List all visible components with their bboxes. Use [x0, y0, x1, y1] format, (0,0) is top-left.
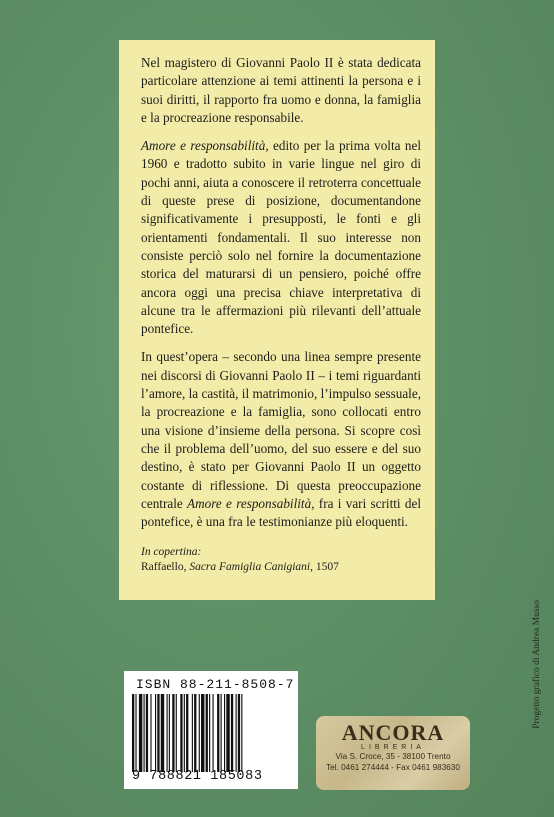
barcode-icon: [130, 694, 290, 772]
barcode-bar: [231, 694, 233, 772]
ean-digits: 9 788821 185083: [132, 769, 263, 784]
bookshop-subtitle: LIBRERIA: [361, 744, 425, 751]
barcode-bar: [201, 694, 204, 772]
barcode-bar: [186, 694, 188, 772]
barcode-bar: [176, 694, 177, 772]
design-credit: Progetto grafico di Andrea Musso: [532, 600, 542, 729]
bookshop-logo: ANCORA: [341, 720, 445, 745]
caption-work: Sacra Famiglia Canigiani: [189, 561, 311, 574]
barcode-bar: [209, 694, 210, 772]
barcode-bar: [161, 694, 164, 772]
barcode-bar: [238, 694, 240, 772]
barcode-bar: [226, 694, 229, 772]
paragraph-3: In quest’opera – secondo una linea sempre presente nei discorsi di Giovanni Paolo II – i temi riguardanti l’amore, la castità, il matrimonio, l’impulso sessuale, la procreazione e la famiglia, sono collocati entro una visione d’insieme della persona. Si scopre così che il problema dell’uomo, del suo essere e del suo destino, è stato per Giovanni Paolo II un oggetto costante di riflessione. Di questa preoccupazione centrale Amore e responsabilità, fra i vari scritti del pontefice, è una fra le testimonianze più eloquenti.: [141, 349, 422, 530]
barcode-bar: [217, 694, 219, 772]
bookshop-sticker: [316, 716, 470, 790]
isbn-number: ISBN 88-211-8508-7: [136, 677, 295, 692]
blurb-panel: [119, 40, 435, 600]
barcode-bar: [172, 694, 174, 772]
barcode-box: [124, 671, 298, 789]
barcode-bar: [180, 694, 182, 772]
barcode-bar: [135, 694, 136, 772]
barcode-bar: [184, 694, 185, 772]
barcode-bar: [146, 694, 148, 772]
paragraph-1: Nel magistero di Giovanni Paolo II è stata dedicata particolare attenzione ai temi attinenti la persona e i suoi diritti, il rapporto fra uomo e donna, la famiglia e la procreazione responsabile.: [141, 55, 421, 125]
caption-artist: Raffaello,: [141, 561, 190, 574]
barcode-bar: [241, 694, 242, 772]
barcode-bar: [236, 694, 237, 772]
bookshop-phone: Tel. 0461 274444 - Fax 0461 983630: [326, 763, 460, 772]
barcode-bar: [199, 694, 200, 772]
barcode-bar: [194, 694, 196, 772]
barcode-bar: [132, 694, 134, 772]
bookshop-address: Via S. Croce, 35 - 38100 Trento: [335, 752, 451, 761]
barcode-bar: [144, 694, 145, 772]
barcode-bar: [206, 694, 208, 772]
cover-caption: [141, 545, 421, 575]
barcode-bar: [213, 694, 214, 772]
book-title: Amore e responsabilità: [141, 138, 266, 154]
barcode-bar: [221, 694, 222, 772]
book-title: Amore e responsabilità: [187, 495, 312, 511]
caption-year: , 1507: [310, 561, 339, 574]
barcode-bar: [155, 694, 156, 772]
barcode-bar: [157, 694, 159, 772]
barcode-bar: [167, 694, 168, 772]
barcode-bar: [169, 694, 170, 772]
paragraph-2: Amore e responsabilità, edito per la prima volta nel 1960 e tradotto subito in varie lingue nel giro di pochi anni, aiuta a conoscere il retroterra concettuale di queste prese di posizione, documentandone significativamente i presupposti, le fonti e gli orientamenti fondamentali. Il suo interesse non consiste perciò solo nel fornire la documentazione storica del maturarsi di un pensiero, poiché offre ancora oggi una precisa chiave interpretativa di alcune tra le affermazioni più rilevanti dell’attuale pontefice.: [141, 138, 421, 337]
barcode-bar: [139, 694, 142, 772]
barcode-bar: [224, 694, 225, 772]
barcode-bar: [192, 694, 193, 772]
caption-label: In copertina:: [141, 546, 202, 559]
barcode-bar: [150, 694, 151, 772]
